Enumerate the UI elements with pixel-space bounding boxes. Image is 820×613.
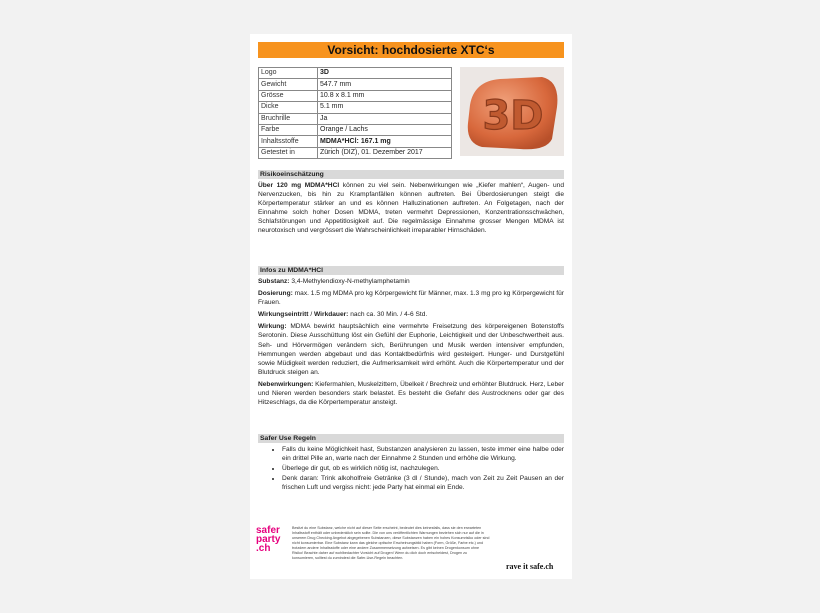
disclaimer-text: Besitzt du eine Substanz, welche nicht auf dieser Seite erscheint, bedeutet dies keinesfalls, dass sie den erwarteten Inhaltsstoff enthält oder unbedenklich sein sollte. Die von uns veröffentlichten Warnungen beziehen sich nur auf die in unserem Drug Checking Angebot abgegebenen Substanzen, diese Substanzen haben ein hohes Konsumrisiko oder sind nicht konsumierbar. Eine Substanz kann das gleiche optische Erscheinungsbild haben (Form, Größe, Farbe etc.) und trotzdem andere Inhaltsstoffe oder eine andere Zusammensetzung aufweisen. Es gibt keinen Drogenkonsum ohne Risiko! Beachte daher auf wohlbedachter Vorsicht auf Drogen! Wenn du dich doch entscheidest, Drogen zu konsumieren, solltest du zumindest die Safer-Use-Regeln beachten. <box>292 526 490 560</box>
pill-logo-text: 3D <box>482 93 544 139</box>
onset-text: Wirkungseintritt / Wirkdauer: nach ca. 30 Min. / 4-6 Std. <box>258 311 428 319</box>
effect-text: Wirkung: MDMA bewirkt hauptsächlich eine vermehrte Freisetzung des körpereigenen Botenstoffs Serotonin. Diese Ausschüttung löst ein Gefühl der Euphorie, Leichtigkeit und der Unbeschwertheit aus. Seh- und Hörvermögen verändern sich, Berührungen und Musik werden intensiver empfunden, Hemmungen werden abgebaut und das Kontaktbedürfnis wird gesteigert. Hunger- und Durstgefühl sowie Müdigkeit werden reduziert, die Aufmerksamkeit wird erhöht. Auch die Körpertemperatur und der Blutdruck steigen an. <box>258 323 564 376</box>
list-item: • Denk daran: Trink alkoholfreie Getränke (3 dl / Stunde), mach von Zeit zu Zeit Pausen an der frischen Luft und vergiss nicht: jede Party hat einmal ein Ende. <box>282 474 564 492</box>
risk-lead: Über 120 mg MDMA*HCl <box>258 182 340 189</box>
info-section <box>258 266 564 410</box>
substance-text: Substanz: 3,4-Methylendioxy-N-methylamphetamin <box>258 278 410 285</box>
safer-use-heading: Safer Use Regeln <box>258 434 564 443</box>
spec-key: Getestet in <box>259 147 318 158</box>
spec-value: Zürich (DIZ), 01. Dezember 2017 <box>318 147 452 158</box>
table-row <box>259 79 452 90</box>
risk-heading: Risikoeinschätzung <box>258 170 564 179</box>
saferparty-logo: safer party .ch <box>256 525 281 554</box>
table-row <box>259 147 452 158</box>
safer-use-list <box>258 445 564 492</box>
list-item: • Überlege dir gut, ob es wirklich nötig ist, nachzulegen. <box>282 464 564 473</box>
safer-use-section <box>258 434 564 493</box>
spec-key: Grösse <box>259 90 318 101</box>
pill-spec-table <box>258 67 452 159</box>
table-row <box>259 124 452 135</box>
spec-value: 3D <box>318 68 452 79</box>
spec-key: Gewicht <box>259 79 318 90</box>
risk-text: Über 120 mg MDMA*HCl können zu viel sein. Nebenwirkungen wie „Kiefer mahlen“, Augen- und Nervenzucken, bis hin zu Krampfanfällen können auftreten. Bei Überdosierungen steigt die Körpertemperatur stärker an und es können Halluzinationen auftreten. An Folgetagen, nach der Einnahme solch hoher Dosen MDMA, treten vermehrt Depressionen, Konzentrationsschwächen, Schlafstörungen und Appetitlosigkeit auf. Die regelmässige Einnahme grosser Mengen MDMA ist neurotoxisch und vergrössert die Wahrscheinlichkeit irreparabler Hirnschäden. <box>258 182 565 235</box>
page-title: Vorsicht: hochdosierte XTC‘s <box>258 42 564 58</box>
info-sheet-page <box>250 34 572 579</box>
dosage-text: Dosierung: max. 1.5 mg MDMA pro kg Körpergewicht für Männer, max. 1.3 mg pro kg Körpergewicht für Frauen. <box>258 290 564 307</box>
spec-value: 10.8 x 8.1 mm <box>318 90 452 101</box>
spec-value: 5.1 mm <box>318 102 452 113</box>
table-row <box>259 90 452 101</box>
pill-photo <box>460 67 564 156</box>
table-row <box>259 136 452 147</box>
spec-key: Farbe <box>259 124 318 135</box>
side-effects-text: Nebenwirkungen: Kiefermahlen, Muskelzittern, Übelkeit / Brechreiz und erhöhter Blutdruck. Herz, Leber und Nieren werden besonders stark belastet. Es besteht die Gefahr des Austrocknens oder gar des Hitzeschlags, da die Körpertemperatur ansteigt. <box>258 380 565 407</box>
spec-value: MDMA*HCl: 167.1 mg <box>318 136 452 147</box>
spec-value: Ja <box>318 113 452 124</box>
spec-key: Dicke <box>259 102 318 113</box>
pill-3d-icon <box>460 67 564 156</box>
table-row <box>259 113 452 124</box>
spec-value: Orange / Lachs <box>318 124 452 135</box>
table-row <box>259 102 452 113</box>
risk-section <box>258 170 564 239</box>
info-heading: Infos zu MDMA*HCl <box>258 266 564 275</box>
spec-value: 547.7 mm <box>318 79 452 90</box>
raveitsafe-logo: rave it safe.ch <box>506 562 554 571</box>
spec-key: Logo <box>259 68 318 79</box>
table-row <box>259 68 452 79</box>
spec-key: Bruchrille <box>259 113 318 124</box>
spec-key: Inhaltsstoffe <box>259 136 318 147</box>
list-item: • Falls du keine Möglichkeit hast, Substanzen analysieren zu lassen, teste immer eine halbe oder ein drittel Pille an, warte nach der Einnahme 2 Stunden und erhöhe die Wirkung. <box>282 445 564 463</box>
